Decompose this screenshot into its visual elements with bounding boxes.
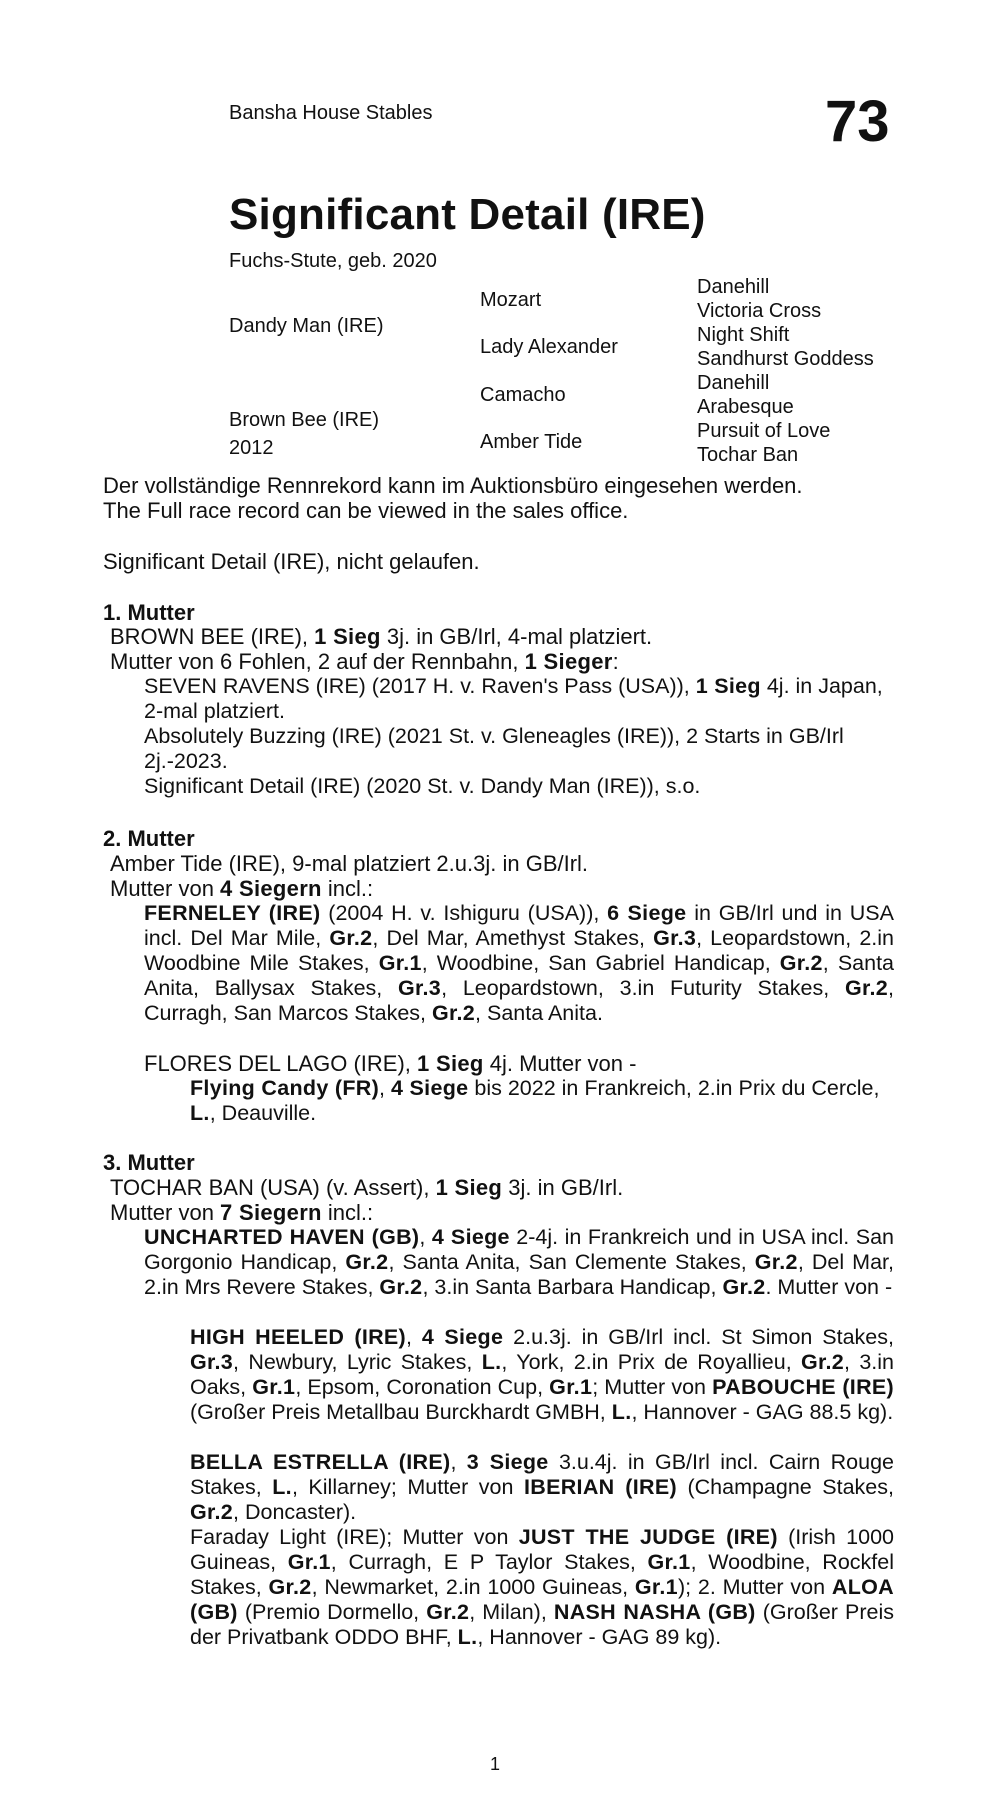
third-dam-heading: 3. Mutter (103, 1150, 195, 1175)
race-status: Significant Detail (IRE), nicht gelaufen. (103, 549, 480, 574)
pedigree-dam: Brown Bee (IRE) (229, 409, 380, 431)
second-dam-heading: 2. Mutter (103, 826, 195, 851)
second-dam-produce: Mutter von 4 Siegern incl.: (110, 876, 374, 901)
pedigree-g3-8: Tochar Ban (697, 444, 799, 466)
grand-produce-entry: BELLA ESTRELLA (IRE), 3 Siege 3.u.4j. in GB/Irl incl. Cairn Rouge Stakes, L., Killarney; Mutter von IBERIAN (IRE) (Champagne Stakes, Gr.2, Doncaster). (190, 1450, 894, 1524)
produce-entry: FLORES DEL LAGO (IRE), 1 Sieg 4j. Mutter von - (144, 1051, 637, 1076)
pedigree-g3-2: Victoria Cross (697, 300, 822, 322)
pedigree-g3-5: Danehill (697, 372, 770, 394)
pedigree-g3-3: Night Shift (697, 324, 790, 346)
pedigree-sire-sire: Mozart (480, 289, 542, 311)
produce-entry: FERNELEY (IRE) (2004 H. v. Ishiguru (USA)), 6 Siege in GB/Irl und in USA incl. Del Mar Mile, Gr.2, Del Mar, Amethyst Stakes, Gr.3, Leopardstown, 2.in Woodbine Mile Stakes, Gr.1, Woodbine, San Gabriel Handicap, Gr.2, Santa Anita, Ballysax Stakes, Gr.3, Leopardstown, 3.in Futurity Stakes, Gr.2, Curragh, San Marcos Stakes, Gr.2, Santa Anita. (144, 901, 895, 1025)
third-dam-line: TOCHAR BAN (USA) (v. Assert), 1 Sieg 3j. in GB/Irl. (110, 1175, 624, 1200)
pedigree-dam-sire: Camacho (480, 384, 566, 406)
pedigree-dam-year: 2012 (229, 437, 274, 459)
produce-entry: SEVEN RAVENS (IRE) (2017 H. v. Raven's Pass (USA)), 1 Sieg 4j. in Japan, 2-mal platziert. (144, 674, 883, 723)
horse-name: Significant Detail (IRE) (229, 190, 706, 239)
page-number: 1 (490, 1754, 501, 1774)
record-note-en: The Full race record can be viewed in the sales office. (103, 498, 629, 523)
horse-description: Fuchs-Stute, geb. 2020 (229, 250, 437, 272)
third-dam-produce: Mutter von 7 Siegern incl.: (110, 1200, 374, 1225)
pedigree-sire-dam: Lady Alexander (480, 336, 618, 358)
produce-entry: UNCHARTED HAVEN (GB), 4 Siege 2-4j. in Frankreich und in USA incl. San Gorgonio Handicap, Gr.2, Santa Anita, San Clemente Stakes, Gr.2, Del Mar, 2.in Mrs Revere Stakes, Gr.2, 3.in Santa Barbara Handicap, Gr.2. Mutter von - (144, 1225, 894, 1299)
pedigree-g3-7: Pursuit of Love (697, 420, 831, 442)
pedigree-g3-1: Danehill (697, 276, 770, 298)
second-dam-line: Amber Tide (IRE), 9-mal platziert 2.u.3j. in GB/Irl. (110, 851, 589, 876)
lot-number: 73 (825, 89, 890, 154)
first-dam-line: BROWN BEE (IRE), 1 Sieg 3j. in GB/Irl, 4-mal platziert. (110, 624, 653, 649)
record-note-de: Der vollständige Rennrekord kann im Auktionsbüro eingesehen werden. (103, 473, 803, 498)
produce-entry: Absolutely Buzzing (IRE) (2021 St. v. Gleneagles (IRE)), 2 Starts in GB/Irl 2j.-2023. (144, 724, 844, 773)
grand-produce-entry: HIGH HEELED (IRE), 4 Siege 2.u.3j. in GB/Irl incl. St Simon Stakes, Gr.3, Newbury, Lyric Stakes, L., York, 2.in Prix de Royallieu, Gr.2, 3.in Oaks, Gr.1, Epsom, Coronation Cup, Gr.1; Mutter von PABOUCHE (IRE) (Großer Preis Metallbau Burckhardt GMBH, L., Hannover - GAG 88.5 kg). (190, 1325, 894, 1424)
first-dam-produce: Mutter von 6 Fohlen, 2 auf der Rennbahn, 1 Sieger: (110, 649, 619, 674)
pedigree-dam-dam: Amber Tide (480, 431, 583, 453)
pedigree-g3-4: Sandhurst Goddess (697, 348, 874, 370)
grand-produce-entry: Faraday Light (IRE); Mutter von JUST THE JUDGE (IRE) (Irish 1000 Guineas, Gr.1, Curragh, E P Taylor Stakes, Gr.1, Woodbine, Rockfel Stakes, Gr.2, Newmarket, 2.in 1000 Guineas, Gr.1); 2. Mutter von ALOA (GB) (Premio Dormello, Gr.2, Milan), NASH NASHA (GB) (Großer Preis der Privatbank ODDO BHF, L., Hannover - GAG 89 kg). (190, 1525, 895, 1649)
pedigree-g3-6: Arabesque (697, 396, 794, 418)
produce-entry: Significant Detail (IRE) (2020 St. v. Dandy Man (IRE)), s.o. (144, 774, 701, 798)
seller-name: Bansha House Stables (229, 102, 433, 124)
pedigree-sire: Dandy Man (IRE) (229, 315, 384, 337)
first-dam-heading: 1. Mutter (103, 600, 195, 625)
grand-produce-entry: Flying Candy (FR), 4 Siege bis 2022 in Frankreich, 2.in Prix du Cercle, L., Deauville. (190, 1076, 880, 1125)
